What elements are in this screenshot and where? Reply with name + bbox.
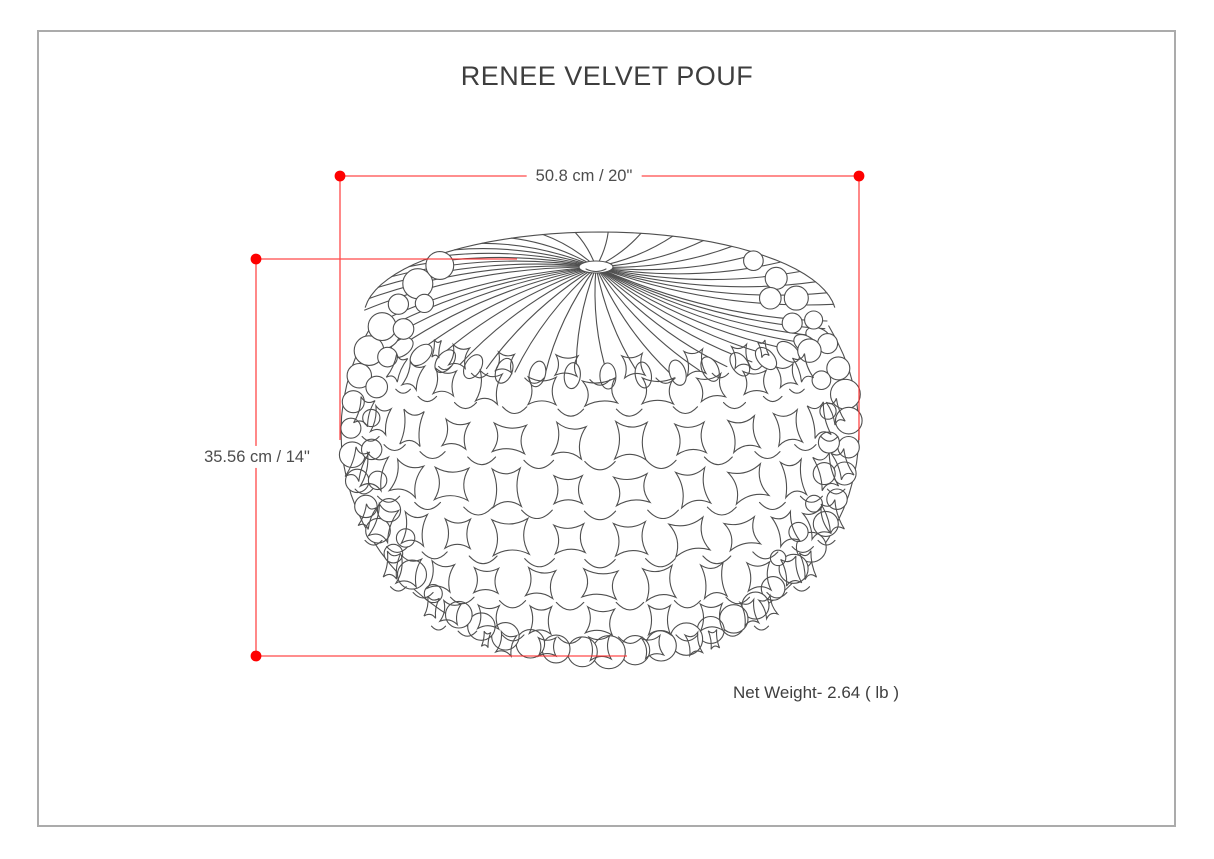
- width-dimension-label: 50.8 cm / 20": [527, 165, 642, 187]
- height-dimension-label: 35.56 cm / 14": [195, 446, 319, 468]
- dimension-dot: [251, 254, 262, 265]
- dimension-dot: [854, 171, 865, 182]
- dimension-dot: [335, 171, 346, 182]
- page-title: RENEE VELVET POUF: [460, 61, 754, 91]
- pouf-illustration: [339, 232, 862, 669]
- net-weight-text: Net Weight- 2.64 ( lb ): [733, 683, 899, 702]
- dimension-dot: [251, 651, 262, 662]
